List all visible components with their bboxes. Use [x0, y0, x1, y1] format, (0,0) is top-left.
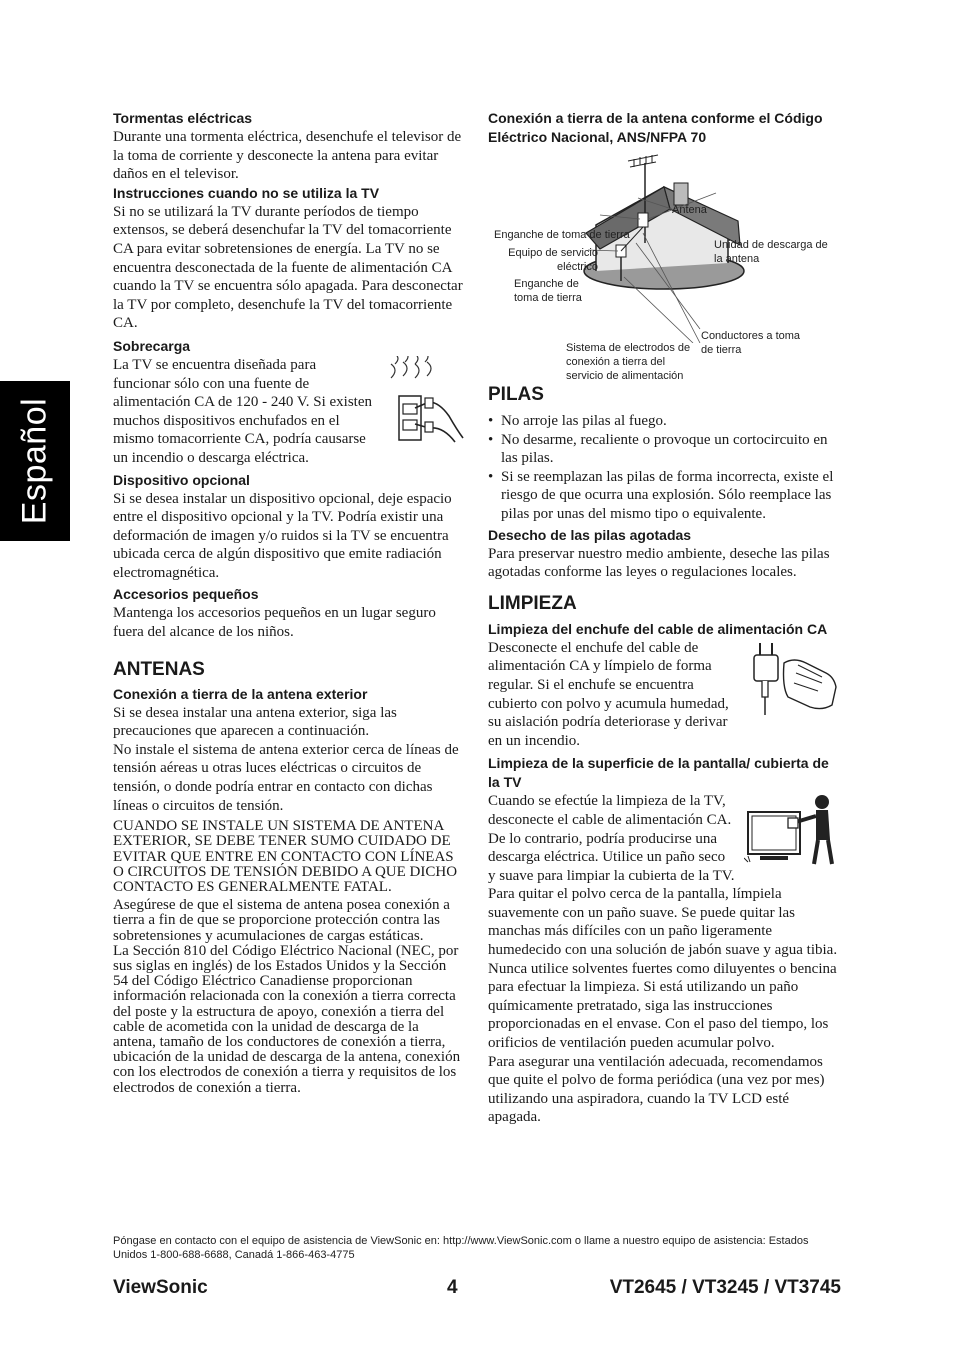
disposal-heading: Desecho de las pilas agotadas	[488, 526, 692, 543]
antenna-paragraph-1: Si se desea instalar una antena exterior, siga las precauciones que aparecen a continuación.	[113, 704, 397, 740]
screen-cleaning-text-1: Cuando se efectúe la limpieza de la TV, desconecte el cable de alimentación CA. De lo contrario, podría producirse una descarga eléctrica. Utilice un paño seco y suave para limpiar la cubierta de la TV.	[488, 793, 735, 884]
label-ground-clamp-1: Enganche de toma de tierra	[494, 229, 630, 241]
list-item: • No desarme, recaliente o provoque un cortocircuito en las pilas.	[488, 431, 840, 468]
brand-name: ViewSonic	[113, 1277, 208, 1298]
antenna-grounding-diagram	[488, 153, 840, 382]
label-discharge-unit: Unidad de descarga de la antena	[714, 239, 828, 265]
model-numbers: VT2645 / VT3245 / VT3745	[609, 1277, 841, 1298]
antenna-warning: CUANDO SE INSTALE UN SISTEMA DE ANTENA EXTERIOR, SE DEBE TENER SUMO CUIDADO DE EVITAR QUE ENTRE EN CONTACTO CON LÍNEAS O CIRCUITOS DE TENSIÓN DEBIDO A QUE DICHO CONTACTO ES GENERALMENTE FATAL.	[113, 818, 458, 896]
antenna-paragraph-4: La Sección 810 del Código Eléctrico Nacional (NEC, por sus siglas en inglés) de los Estados Unidos y la Sección 54 del Código Eléctrico Canadiense proporcionan información relacionada con la conexión a tierra correcta del poste y la estructura de apoyo, conexión a tierra del cable de acometida con la unidad de descarga de la antena, tamaño de los conductores de conexión a tierra, ubicación de la unidad de descarga de la antena, conexión con los electrodos de conexión a tierra y requisitos de los electrodos de conexión a tierra.	[113, 942, 461, 1096]
antenna-paragraph-3: Asegúrese de que el sistema de antena posea conexión a tierra a fin de que se proporcione protección contra las sobretensiones y acumulaciones de cargas estáticas.	[113, 897, 450, 944]
label-service-equipment: Equipo de servicio eléctrico	[508, 247, 598, 273]
language-tab-label: Español	[15, 397, 54, 525]
overload-text: La TV se encuentra diseñada para funcionar sólo con una fuente de alimentación CA de 120 - 240 V. Si existen muchos dispositivos enchufados en el mismo tomacorriente CA, podría causarse un incendio o descarga eléctrica.	[113, 356, 373, 466]
antenna-ground-heading: Conexión a tierra de la antena exterior	[113, 685, 368, 702]
batteries-list	[488, 412, 840, 524]
storms-text: Durante una tormenta eléctrica, desenchufe el televisor de la toma de corriente y desconecte la antena para evitar daños en el televisor.	[113, 129, 462, 183]
plug-cleaning-text: Desconecte el enchufe del cable de alimentación CA y límpielo de forma regular. Si el enchufe se encuentra cubierto con polvo y acumula humedad, su aislación podría deteriorase y derivar en un incendio.	[488, 639, 729, 749]
accessories-text: Mantenga los accesorios pequeños en un lugar seguro fuera del alcance de los niños.	[113, 605, 436, 641]
plug-cleaning-heading: Limpieza del enchufe del cable de alimentación CA	[488, 620, 828, 637]
optional-device-text: Si se desea instalar un dispositivo opcional, deje espacio entre el dispositivo opcional y la TV. Podría existir una deformación de imagen y/o ruidos si la TV se encuentra ubicada cerca de algún dispositivo que emite radiación electromagnética.	[113, 490, 452, 581]
screen-cleaning-heading: Limpieza de la superficie de la pantalla/ cubierta de la TV	[488, 755, 829, 791]
language-tab	[0, 381, 70, 541]
overloaded-outlet-icon	[385, 356, 465, 446]
antennas-section-title: ANTENAS	[113, 658, 205, 680]
batteries-section-title: PILAS	[488, 384, 544, 405]
label-electrode-system: Sistema de electrodos de conexión a tierra del servicio de alimentación	[566, 342, 691, 382]
screen-cleaning-text-3: Para asegurar una ventilación adecuada, recomendamos que quite el polvo de forma periódica (una vez por mes) utilizando una aspiradora, cuando la TV LCD esté apagada.	[488, 1053, 825, 1126]
antenna-paragraph-2: No instale el sistema de antena exterior cerca de líneas de tensión aéreas u otras luces eléctricas o circuitos de tensión, o donde podría entrar en contacto con dichas líneas o circuitos de tensión.	[113, 741, 459, 814]
label-ground-clamp-2: Enganche de toma de tierra	[514, 278, 582, 304]
unused-text: Si no se utilizará la TV durante períodos de tiempo extensos, se deberá desenchufar la TV del tomacorriente CA para evitar sobretensiones de energía. La TV no se encuentra desconectada de la fuente de alimentación CA cuando la TV se encuentra sólo apagada. Para desconectar la TV por completo, desenchufe la TV del tomacorriente CA.	[113, 203, 463, 332]
unused-heading: Instrucciones cuando no se utiliza la TV	[113, 184, 380, 201]
screen-cleaning-text-2: Para quitar el polvo cerca de la pantalla, límpiela suavemente con un paño suave. Se puede quitar las manchas más difíciles con un paño ligeramente humedecido con una solución de jabón suave y agua tibia. Nunca utilice solventes fuertes como diluyentes o bencina para efectuar la limpieza. Si está utilizando un paño químicamente pretratado, siga las instrucciones proporcionadas en el envase. Con el paso del tiempo, los orificios de ventilación pueden acumular polvo.	[488, 886, 838, 1052]
right-column	[488, 109, 840, 1127]
screen-cleaning-icon	[744, 792, 840, 872]
left-column	[113, 109, 465, 1096]
accessories-heading: Accesorios pequeños	[113, 586, 259, 603]
label-antenna: Antena	[672, 204, 707, 216]
storms-heading: Tormentas eléctricas	[113, 110, 253, 126]
cleaning-section-title: LIMPIEZA	[488, 592, 577, 614]
list-item: • Si se reemplazan las pilas de forma incorrecta, existe el riesgo de que ocurra una explosión. Sólo reemplace las pilas por unas del mismo tipo o equivalente.	[488, 468, 840, 524]
list-item: • No arroje las pilas al fuego.	[488, 412, 840, 431]
optional-device-heading: Dispositivo opcional	[113, 471, 250, 488]
plug-cleaning-icon	[748, 639, 840, 717]
page-number: 4	[447, 1277, 458, 1298]
overload-heading: Sobrecarga	[113, 337, 191, 354]
disposal-text: Para preservar nuestro medio ambiente, deseche las pilas agotadas conforme las leyes o regulaciones locales.	[488, 545, 830, 581]
label-ground-conductors: Conductores a toma de tierra	[701, 330, 801, 356]
diagram-heading: Conexión a tierra de la antena conforme el Código Eléctrico Nacional, ANS/NFPA 70	[488, 110, 823, 145]
support-contact-note: Póngase en contacto con el equipo de asistencia de ViewSonic en: http://www.ViewSonic.com o llame a nuestro equipo de asistencia: Estados Unidos 1-800-688-6688, Canadá 1-866-463-4775	[113, 1235, 809, 1261]
